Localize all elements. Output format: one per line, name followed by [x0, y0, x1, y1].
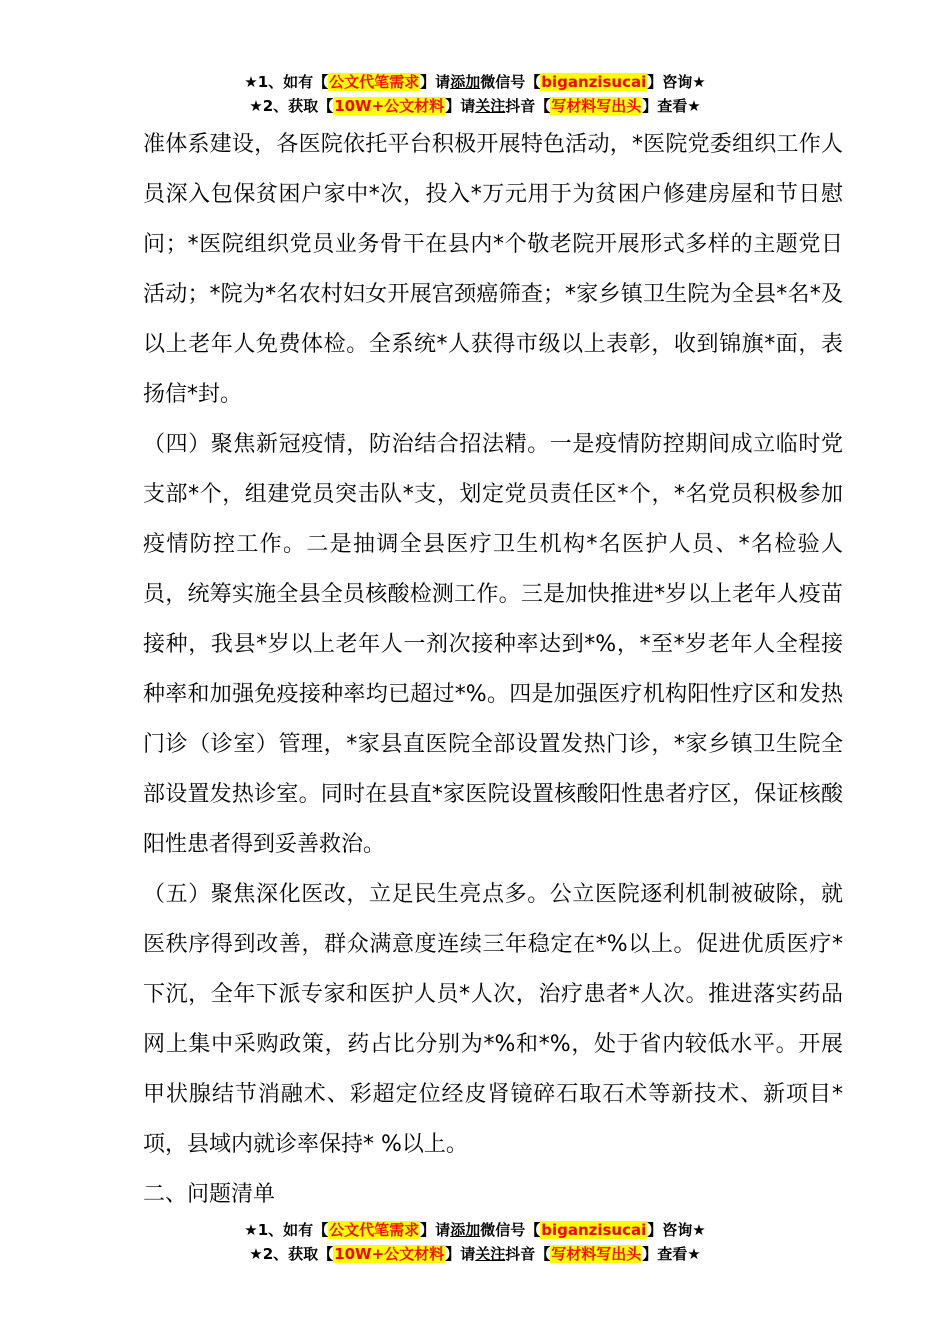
promo-text: 】请: [420, 1221, 451, 1239]
promo-text: ★1、如有【: [244, 1221, 329, 1239]
section-heading: 二、问题清单: [143, 1182, 276, 1207]
promo-highlight: biganzisucai: [541, 73, 647, 91]
promo-underline: 添加: [450, 1221, 481, 1239]
promo-banner-top: [0, 70, 950, 118]
promo-line-2: [0, 1242, 950, 1266]
promo-line-1: [0, 70, 950, 94]
promo-text: 】请: [420, 73, 451, 91]
promo-text: 抖音【: [505, 1245, 551, 1263]
promo-text: 】请: [445, 1245, 476, 1263]
promo-highlight: 写材料写出头: [551, 97, 642, 115]
promo-highlight: 公文代笔需求: [329, 73, 420, 91]
promo-text: 微信号【: [480, 1221, 541, 1239]
body-paragraph: 准体系建设，各医院依托平台积极开展特色活动，*医院党委组织工作人员深入包保贫困户家中*次，投入*万元用于为贫困户修建房屋和节日慰问；*医院组织党员业务骨干在县内*个敬老院开展形式多样的主题党日活动；*院为*名农村妇女开展宫颈癌筛查；*家乡镇卫生院为全县*名*及以上老年人免费体检。全系统*人获得市级以上表彰，收到锦旗*面，表扬信*封。: [143, 132, 843, 407]
promo-text: 】请: [445, 97, 476, 115]
promo-highlight: biganzisucai: [541, 1221, 647, 1239]
promo-line-1: [0, 1218, 950, 1242]
body-paragraph: （五）聚焦深化医改，立足民生亮点多。公立医院逐利机制被破除，就医秩序得到改善，群众满意度连续三年稳定在*%以上。促进优质医疗*下沉，全年下派专家和医护人员*人次，治疗患者*人次。推进落实药品网上集中采购政策，药占比分别为*%和*%，处于省内较低水平。开展甲状腺结节消融术、彩超定位经皮肾镜碎石取石术等新技术、新项目*项，县域内就诊率保持* %以上。: [143, 882, 843, 1157]
promo-text: ★1、如有【: [244, 73, 329, 91]
promo-text: 微信号【: [480, 73, 541, 91]
document-body: [143, 120, 843, 1220]
promo-highlight: 公文代笔需求: [329, 1221, 420, 1239]
promo-text: 】咨询★: [647, 73, 706, 91]
promo-highlight: 写材料写出头: [551, 1245, 642, 1263]
promo-text: 】查看★: [642, 97, 701, 115]
promo-text: 】咨询★: [647, 1221, 706, 1239]
promo-underline: 添加: [450, 73, 481, 91]
body-paragraph: （四）聚焦新冠疫情，防治结合招法精。一是疫情防控期间成立临时党支部*个，组建党员突击队*支，划定党员责任区*个，*名党员积极参加疫情防控工作。二是抽调全县医疗卫生机构*名医护人员、*名检验人员，统筹实施全县全员核酸检测工作。三是加快推进*岁以上老年人疫苗接种，我县*岁以上老年人一剂次接种率达到*%，*至*岁老年人全程接种率和加强免疫接种率均已超过*%。四是加强医疗机构阳性疗区和发热门诊（诊室）管理，*家县直医院全部设置发热门诊，*家乡镇卫生院全部设置发热诊室。同时在县直*家医院设置核酸阳性患者疗区，保证核酸阳性患者得到妥善救治。: [143, 432, 843, 857]
promo-underline: 关注: [475, 1245, 506, 1263]
promo-text: 】查看★: [642, 1245, 701, 1263]
promo-highlight: 10W+公文材料: [334, 1245, 445, 1263]
promo-banner-bottom: [0, 1218, 950, 1266]
promo-text: ★2、获取【: [249, 97, 334, 115]
promo-text: ★2、获取【: [249, 1245, 334, 1263]
promo-line-2: [0, 94, 950, 118]
promo-underline: 关注: [475, 97, 506, 115]
promo-highlight: 10W+公文材料: [334, 97, 445, 115]
promo-text: 抖音【: [505, 97, 551, 115]
